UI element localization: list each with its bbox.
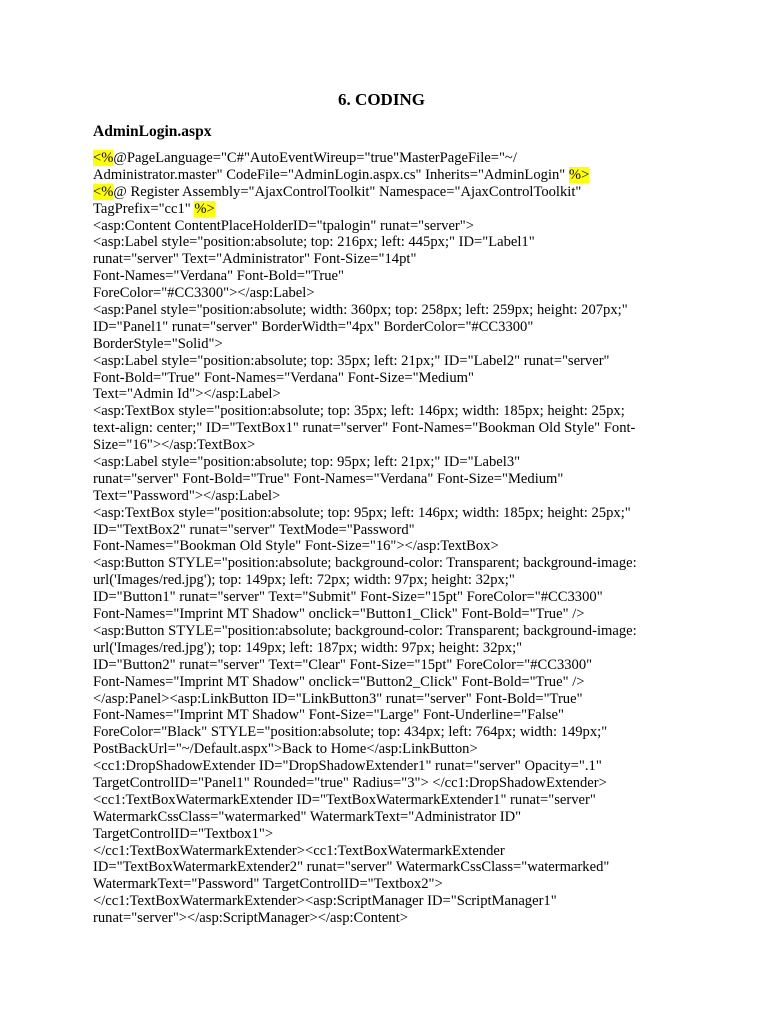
code-line bbox=[93, 691, 683, 708]
code-text: Font-Names="Imprint MT Shadow" onclick="Button1_Click" Font-Bold="True" /> bbox=[93, 606, 585, 623]
code-listing bbox=[93, 150, 683, 927]
code-line bbox=[93, 522, 683, 539]
code-text: <asp:Button STYLE="position:absolute; background-color: Transparent; background-image: bbox=[93, 622, 637, 639]
code-line bbox=[93, 555, 683, 572]
code-line bbox=[93, 859, 683, 876]
code-line bbox=[93, 454, 683, 471]
code-line bbox=[93, 741, 683, 758]
code-text: BorderStyle="Solid"> bbox=[93, 335, 223, 352]
code-line bbox=[93, 758, 683, 775]
code-line bbox=[93, 724, 683, 741]
code-text: WatermarkText="Password" TargetControlID="Textbox2"> bbox=[93, 876, 443, 893]
code-line bbox=[93, 167, 683, 184]
code-line bbox=[93, 488, 683, 505]
code-line bbox=[93, 150, 683, 167]
code-line bbox=[93, 572, 683, 589]
code-text: <cc1:DropShadowExtender ID="DropShadowExtender1" runat="server" Opacity=".1" bbox=[93, 758, 602, 775]
code-line bbox=[93, 302, 683, 319]
code-text: Font-Names="Imprint MT Shadow" onclick="Button2_Click" Font-Bold="True" /> bbox=[93, 673, 585, 690]
code-text: <cc1:TextBoxWatermarkExtender ID="TextBoxWatermarkExtender1" runat="server" bbox=[93, 791, 596, 808]
code-line bbox=[93, 251, 683, 268]
code-text: <asp:Label style="position:absolute; top: 216px; left: 445px;" ID="Label1" bbox=[93, 234, 535, 251]
code-text: <asp:Panel style="position:absolute; width: 360px; top: 258px; left: 259px; height: 207px;" bbox=[93, 302, 628, 319]
code-text: text-align: center;" ID="TextBox1" runat="server" Font-Names="Bookman Old Style" Font- bbox=[93, 420, 636, 437]
code-text: ID="Button2" runat="server" Text="Clear" Font-Size="15pt" ForeColor="#CC3300" bbox=[93, 656, 593, 673]
code-line bbox=[93, 370, 683, 387]
code-line bbox=[93, 505, 683, 522]
code-text: <asp:Label style="position:absolute; top: 95px; left: 21px;" ID="Label3" bbox=[93, 454, 521, 471]
highlighted-delimiter: %> bbox=[194, 200, 215, 217]
code-text: <asp:Label style="position:absolute; top: 35px; left: 21px;" ID="Label2" runat="server" bbox=[93, 352, 610, 369]
code-text: TargetControlID="Textbox1"> bbox=[93, 825, 274, 842]
code-text: Text="Password"></asp:Label> bbox=[93, 487, 281, 504]
code-text: <asp:Content ContentPlaceHolderID="tpalogin" runat="server"> bbox=[93, 217, 474, 234]
code-text: @ Register Assembly="AjaxControlToolkit" Namespace="AjaxControlToolkit" bbox=[113, 183, 582, 200]
code-text: Font-Bold="True" Font-Names="Verdana" Font-Size="Medium" bbox=[93, 369, 474, 386]
code-line bbox=[93, 876, 683, 893]
code-text: @PageLanguage="C#"AutoEventWireup="true"MasterPageFile="~/ bbox=[113, 150, 517, 166]
code-text: Font-Names="Verdana" Font-Bold="True" bbox=[93, 268, 344, 285]
code-line bbox=[93, 674, 683, 691]
code-line bbox=[93, 910, 683, 927]
code-text: Size="16"></asp:TextBox> bbox=[93, 437, 256, 454]
section-heading: 6. CODING bbox=[338, 90, 425, 109]
code-text: ForeColor="Black" STYLE="position:absolute; top: 434px; left: 764px; width: 149px;" bbox=[93, 724, 608, 741]
code-text: TargetControlID="Panel1" Rounded="true" Radius="3"> </cc1:DropShadowExtender> bbox=[93, 774, 607, 791]
code-text: ID="TextBox2" runat="server" TextMode="Password" bbox=[93, 521, 415, 538]
code-text: Font-Names="Bookman Old Style" Font-Size="16"></asp:TextBox> bbox=[93, 538, 499, 555]
code-text: ID="TextBoxWatermarkExtender2" runat="server" WatermarkCssClass="watermarked" bbox=[93, 859, 610, 876]
code-text: ID="Button1" runat="server" Text="Submit" Font-Size="15pt" ForeColor="#CC3300" bbox=[93, 589, 603, 606]
code-text: url('Images/red.jpg'); top: 149px; left: 187px; width: 97px; height: 32px;" bbox=[93, 639, 523, 656]
highlighted-delimiter: %> bbox=[568, 166, 590, 183]
code-line bbox=[93, 471, 683, 488]
code-line bbox=[93, 353, 683, 370]
code-line bbox=[93, 538, 683, 555]
code-text: runat="server" Text="Administrator" Font-Size="14pt" bbox=[93, 251, 417, 268]
code-line bbox=[93, 420, 683, 437]
code-line bbox=[93, 336, 683, 353]
code-line bbox=[93, 386, 683, 403]
code-line bbox=[93, 775, 683, 792]
code-line bbox=[93, 201, 683, 218]
code-line bbox=[93, 843, 683, 860]
code-line bbox=[93, 268, 683, 285]
code-line bbox=[93, 826, 683, 843]
highlighted-delimiter: <% bbox=[93, 183, 114, 200]
code-text: TagPrefix="cc1" bbox=[93, 200, 195, 217]
code-line bbox=[93, 623, 683, 640]
code-text: ID="Panel1" runat="server" BorderWidth="4px" BorderColor="#CC3300" bbox=[93, 318, 534, 335]
code-text: <asp:TextBox style="position:absolute; top: 35px; left: 146px; width: 185px; height: 25px; bbox=[93, 403, 625, 420]
code-line bbox=[93, 809, 683, 826]
code-text: Text="Admin Id"></asp:Label> bbox=[93, 386, 281, 403]
code-line bbox=[93, 893, 683, 910]
code-line bbox=[93, 437, 683, 454]
code-line bbox=[93, 184, 683, 201]
highlighted-delimiter: <% bbox=[93, 150, 114, 166]
code-line bbox=[93, 792, 683, 809]
code-text: <asp:TextBox style="position:absolute; top: 95px; left: 146px; width: 185px; height: 25px;" bbox=[93, 504, 631, 521]
code-line bbox=[93, 589, 683, 606]
code-text: PostBackUrl="~/Default.aspx">Back to Home</asp:LinkButton> bbox=[93, 741, 478, 758]
code-text: </cc1:TextBoxWatermarkExtender><asp:ScriptManager ID="ScriptManager1" bbox=[93, 893, 557, 910]
code-text: runat="server" Font-Bold="True" Font-Names="Verdana" Font-Size="Medium" bbox=[93, 470, 564, 487]
code-line bbox=[93, 403, 683, 420]
code-line bbox=[93, 234, 683, 251]
code-text: ForeColor="#CC3300"></asp:Label> bbox=[93, 285, 315, 302]
code-line bbox=[93, 657, 683, 674]
code-text: runat="server"></asp:ScriptManager></asp:Content> bbox=[93, 910, 408, 927]
code-text: url('Images/red.jpg'); top: 149px; left: 72px; width: 97px; height: 32px;" bbox=[93, 572, 515, 589]
code-text: WatermarkCssClass="watermarked" WatermarkText="Administrator ID" bbox=[93, 808, 522, 825]
code-line bbox=[93, 606, 683, 623]
code-text: Font-Names="Imprint MT Shadow" Font-Size="Large" Font-Underline="False" bbox=[93, 707, 564, 724]
code-line bbox=[93, 285, 683, 302]
code-text: <asp:Button STYLE="position:absolute; background-color: Transparent; background-image: bbox=[93, 555, 637, 572]
code-line bbox=[93, 319, 683, 336]
file-name-heading: AdminLogin.aspx bbox=[93, 123, 212, 140]
code-text: </asp:Panel><asp:LinkButton ID="LinkButton3" runat="server" Font-Bold="True" bbox=[93, 690, 583, 707]
code-text: </cc1:TextBoxWatermarkExtender><cc1:TextBoxWatermarkExtender bbox=[93, 842, 505, 859]
code-line bbox=[93, 218, 683, 235]
code-line bbox=[93, 707, 683, 724]
code-text: Administrator.master" CodeFile="AdminLogin.aspx.cs" Inherits="AdminLogin" bbox=[93, 166, 569, 183]
code-line bbox=[93, 640, 683, 657]
